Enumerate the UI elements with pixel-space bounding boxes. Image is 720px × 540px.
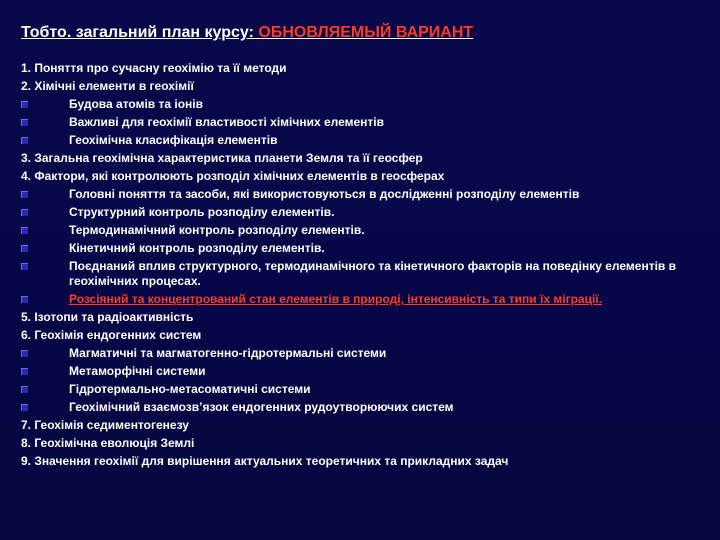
square-bullet-icon: [21, 263, 28, 270]
outline-subitem: [21, 290, 711, 308]
outline-item: [21, 416, 711, 434]
outline-subitem: [21, 344, 711, 362]
outline-subitem: [21, 362, 711, 380]
square-bullet-icon: [21, 404, 28, 411]
outline-subitem: [21, 398, 711, 416]
outline-item: [21, 167, 711, 185]
outline-subitem: [21, 131, 711, 149]
square-bullet-icon: [21, 101, 28, 108]
outline-text: 9. Значення геохімії для вирішення актуальних теоретичних та прикладних задач: [21, 453, 509, 468]
outline-text: Головні поняття та засоби, які використовуються в дослідженні розподілу елементів: [69, 187, 580, 201]
outline-subitem: [21, 185, 711, 203]
square-bullet-icon: [21, 137, 28, 144]
outline-text: Кінетичний контроль розподілу елементів.: [69, 241, 325, 255]
outline-text: Важливі для геохімії властивості хімічних елементів: [69, 115, 385, 129]
square-bullet-icon: [21, 368, 28, 375]
outline-subitem: [21, 239, 711, 257]
outline-text: Структурний контроль розподілу елементів.: [69, 205, 335, 219]
outline-text: Будова атомів та іонів: [69, 97, 204, 111]
outline-subitem: [21, 203, 711, 221]
outline-text: 7. Геохімія седиментогенезу: [21, 417, 189, 432]
title-prefix: Тобто. загальний план курсу:: [21, 24, 254, 41]
outline-subitem: [21, 221, 711, 239]
outline-item: [21, 308, 711, 326]
outline-subitem: [21, 113, 711, 131]
outline-text: 1. Поняття про сучасну геохімію та її методи: [21, 61, 287, 75]
outline-item: [21, 434, 711, 452]
course-outline: [21, 59, 711, 470]
outline-item: [21, 59, 711, 77]
outline-subitem: [21, 257, 711, 290]
square-bullet-icon: [21, 350, 28, 357]
outline-text: Термодинамічний контроль розподілу елементів.: [69, 223, 365, 237]
outline-text: 4. Фактори, які контролюють розподіл хімічних елементів в геосферах: [21, 169, 445, 183]
square-bullet-icon: [21, 191, 28, 198]
outline-text: Геохімічна класифікація елементів: [69, 133, 278, 147]
square-bullet-icon: [21, 227, 28, 234]
outline-text: Геохімічний взаємозв’язок ендогенних рудоутворюючих систем: [69, 399, 454, 414]
outline-item: [21, 326, 711, 344]
square-bullet-icon: [21, 386, 28, 393]
square-bullet-icon: [21, 296, 28, 303]
outline-text: Магматичні та магматогенно-гідротермальні системи: [69, 345, 387, 360]
outline-text: 3. Загальна геохімічна характеристика планети Земля та її геосфер: [21, 151, 423, 165]
outline-item: [21, 149, 711, 167]
outline-text: Гідротермально-метасоматичні системи: [69, 381, 311, 396]
outline-text: Поєднаний вплив структурного, термодинамічного та кінетичного факторів на поведінку елементів в геохімічних процесах.: [69, 259, 677, 288]
outline-item: [21, 77, 711, 95]
square-bullet-icon: [21, 245, 28, 252]
outline-text: Метаморфічні системи: [69, 363, 206, 378]
slide-title: [21, 24, 473, 42]
outline-text: Розсіяний та концентрований стан елементів в природі, інтенсивність та типи їх міграції.: [69, 291, 602, 306]
outline-text: 2. Хімічні елементи в геохімії: [21, 79, 194, 93]
outline-subitem: [21, 95, 711, 113]
outline-item: [21, 452, 711, 470]
square-bullet-icon: [21, 209, 28, 216]
square-bullet-icon: [21, 119, 28, 126]
outline-subitem: [21, 380, 711, 398]
outline-text: 6. Геохімія ендогенних систем: [21, 327, 202, 342]
title-accent: ОБНОВЛЯЕМЫЙ ВАРИАНТ: [258, 24, 474, 41]
outline-text: 8. Геохімічна еволюція Землі: [21, 435, 195, 450]
outline-text: 5. Ізотопи та радіоактивність: [21, 309, 194, 324]
